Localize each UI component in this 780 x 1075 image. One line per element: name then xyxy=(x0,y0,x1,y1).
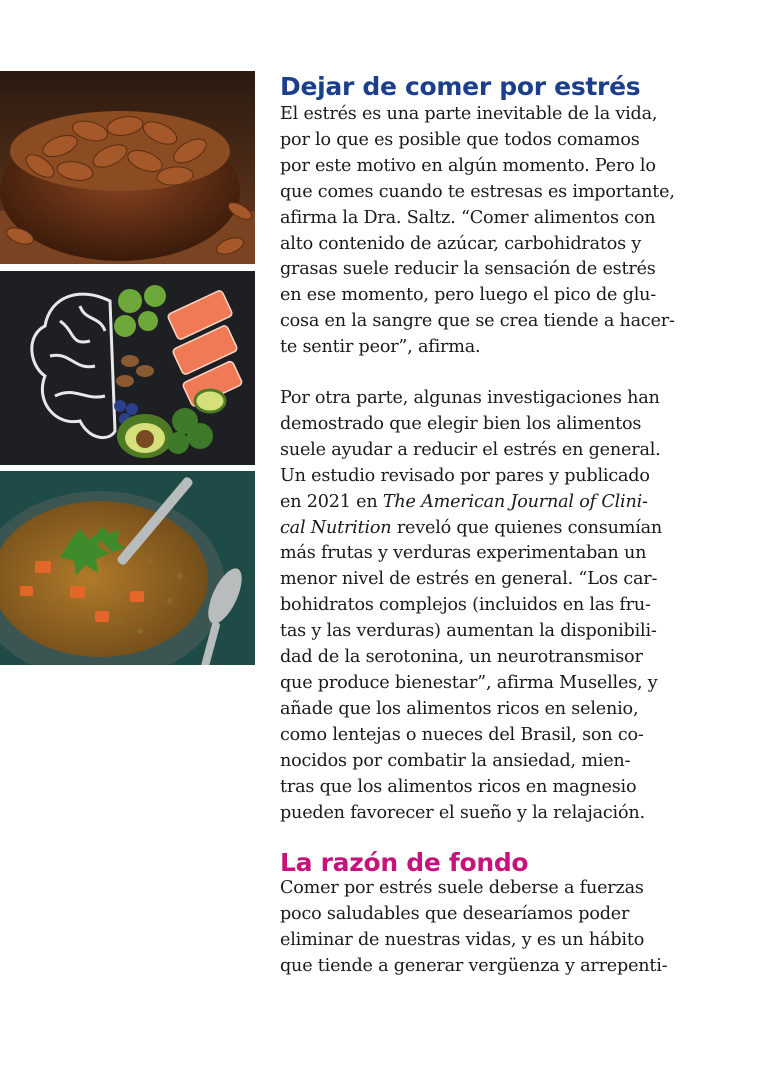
text-line: El estrés es una parte inevitable de la vida, xyxy=(280,104,658,124)
text-line: como lentejas o nueces del Brasil, son co- xyxy=(280,724,644,745)
lentil-soup-photo xyxy=(0,471,255,665)
text-line: añade que los alimentos ricos en selenio, xyxy=(280,698,639,719)
paragraph-2 xyxy=(280,386,720,826)
text-line: en 2021 en The American Journal of Clini- xyxy=(280,491,648,512)
text-line: dad de la serotonina, un neurotransmisor xyxy=(280,647,643,668)
text-line: que tiende a generar vergüenza y arrepenti- xyxy=(280,955,668,976)
text-line: tas y las verduras) aumentan la disponibili- xyxy=(280,621,657,642)
text-line: menor nivel de estrés en general. “Los car- xyxy=(280,569,658,590)
text-line: Por otra parte, algunas investigaciones han xyxy=(280,388,660,408)
almonds-bowl-photo xyxy=(0,71,255,264)
text-line: que comes cuando te estresas es importante, xyxy=(280,181,675,202)
section-heading-root-cause: La razón de fondo xyxy=(280,848,529,877)
text-line: alto contenido de azúcar, carbohidratos y xyxy=(280,233,642,254)
text-line: eliminar de nuestras vidas, y es un hábito xyxy=(280,929,645,950)
text-line: bohidratos complejos (incluidos en las fru- xyxy=(280,595,651,616)
text-line: suele ayudar a reducir el estrés en general. xyxy=(280,439,661,460)
text-line: Comer por estrés suele deberse a fuerzas xyxy=(280,878,644,898)
section-heading-stress-eating: Dejar de comer por estrés xyxy=(280,72,641,101)
text-line: cosa en la sangre que se crea tiende a hacer- xyxy=(280,311,675,332)
text-line: afirma la Dra. Saltz. “Comer alimentos con xyxy=(280,207,656,228)
text-line: más frutas y verduras experimentaban un xyxy=(280,543,647,564)
text-line: por este motivo en algún momento. Pero lo xyxy=(280,155,656,176)
text-line: demostrado que elegir bien los alimentos xyxy=(280,413,642,434)
text-line: que produce bienestar”, afirma Muselles, y xyxy=(280,672,658,693)
text-line: poco saludables que desearíamos poder xyxy=(280,903,630,924)
journal-title: The American Journal of Clini- xyxy=(382,491,648,512)
text-line: tras que los alimentos ricos en magnesio xyxy=(280,776,637,797)
text-line: por lo que es posible que todos comamos xyxy=(280,129,640,150)
text-line: Un estudio revisado por pares y publicado xyxy=(280,465,650,486)
paragraph-3 xyxy=(280,876,720,980)
text-line: grasas suele reducir la sensación de estrés xyxy=(280,259,656,280)
journal-title: cal Nutrition xyxy=(280,517,392,538)
text-line: en ese momento, pero luego el pico de glu- xyxy=(280,285,657,306)
paragraph-1 xyxy=(280,102,720,361)
brain-foods-photo xyxy=(0,271,255,465)
text-line: nocidos por combatir la ansiedad, mien- xyxy=(280,750,631,771)
text-line: cal Nutrition reveló que quienes consumían xyxy=(280,517,663,538)
text-line: te sentir peor”, afirma. xyxy=(280,337,481,358)
text-line: pueden favorecer el sueño y la relajación. xyxy=(280,802,645,823)
